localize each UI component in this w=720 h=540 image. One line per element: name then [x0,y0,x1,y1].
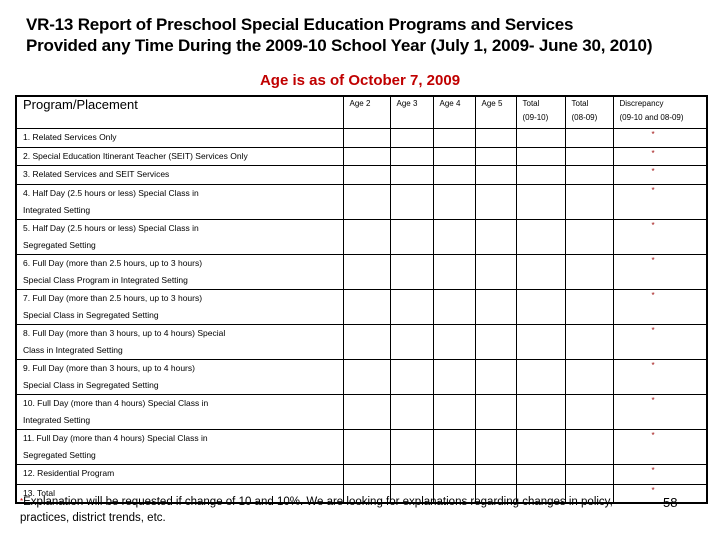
cell-discrepancy[interactable] [613,254,707,289]
row-label-line1: 7. Full Day (more than 2.5 hours, up to 3 hours) [23,292,203,303]
header-total-0809 [565,96,613,128]
cell-age3[interactable] [390,254,433,289]
cell-age5[interactable] [475,254,516,289]
cell-age4[interactable] [433,464,475,484]
discrepancy-marker-icon: * [651,185,655,195]
cell-age4[interactable] [433,128,475,147]
header-total-0910-l2: (09-10) [522,113,549,122]
row-label [16,324,343,359]
cell-age2[interactable] [343,359,390,394]
cell-total-0809[interactable] [565,359,613,394]
cell-age2[interactable] [343,219,390,254]
age-note: Age is as of October 7, 2009 [259,72,461,89]
cell-age4[interactable] [433,359,475,394]
cell-age5[interactable] [475,165,516,184]
discrepancy-marker-icon: * [651,485,655,495]
discrepancy-marker-icon: * [651,290,655,300]
header-program: Program/Placement [16,96,343,128]
discrepancy-marker-icon: * [651,166,655,176]
row-label-line1: 8. Full Day (more than 3 hours, up to 4 hours) Special [23,327,226,338]
cell-total-0910[interactable] [516,219,565,254]
row-label [16,184,343,219]
cell-age3[interactable] [390,324,433,359]
cell-age2[interactable] [343,324,390,359]
header-discrepancy-l2: (09-10 and 08-09) [619,113,684,122]
cell-total-0910[interactable] [516,359,565,394]
cell-age2[interactable] [343,289,390,324]
cell-total-0809[interactable] [565,289,613,324]
row-label-line2: Integrated Setting [23,204,91,215]
cell-age2[interactable] [343,464,390,484]
row-label-line1: 4. Half Day (2.5 hours or less) Special Class in [23,187,199,198]
cell-age5[interactable] [475,429,516,464]
row-label-line1: 2. Special Education Itinerant Teacher (SEIT) Services Only [23,150,248,161]
cell-age4[interactable] [433,429,475,464]
cell-age4[interactable] [433,184,475,219]
cell-age5[interactable] [475,394,516,429]
header-age4: Age 4 [433,96,475,128]
cell-age3[interactable] [390,184,433,219]
cell-age4[interactable] [433,254,475,289]
header-total-0910 [516,96,565,128]
row-label-line1: 1. Related Services Only [23,131,117,142]
cell-total-0809[interactable] [565,128,613,147]
table-row [16,289,707,324]
table-row [16,184,707,219]
cell-total-0809[interactable] [565,147,613,165]
footnote [20,494,650,526]
cell-discrepancy[interactable] [613,324,707,359]
row-label [16,219,343,254]
table-row [16,464,707,484]
cell-discrepancy[interactable] [613,219,707,254]
table-row [16,128,707,147]
discrepancy-marker-icon: * [651,465,655,475]
row-label-line2: Special Class in Segregated Setting [23,309,159,320]
table-row [16,219,707,254]
row-label-line2: Segregated Setting [23,449,96,460]
cell-total-0910[interactable] [516,147,565,165]
cell-total-0910[interactable] [516,289,565,324]
cell-age4[interactable] [433,289,475,324]
cell-total-0910[interactable] [516,165,565,184]
header-discrepancy [613,96,707,128]
row-label [16,254,343,289]
cell-total-0809[interactable] [565,219,613,254]
report-title-line2: Provided any Time During the 2009-10 School Year (July 1, 2009- June 30, 2010) [26,36,653,55]
cell-age2[interactable] [343,128,390,147]
cell-total-0809[interactable] [565,394,613,429]
cell-age2[interactable] [343,147,390,165]
cell-age4[interactable] [433,219,475,254]
discrepancy-marker-icon: * [651,255,655,265]
row-label-line1: 9. Full Day (more than 3 hours, up to 4 hours) [23,362,195,373]
cell-total-0809[interactable] [565,464,613,484]
cell-age5[interactable] [475,184,516,219]
discrepancy-marker-icon: * [651,148,655,158]
table-row [16,429,707,464]
table-row [16,394,707,429]
cell-age5[interactable] [475,219,516,254]
row-label-line2: Special Class in Segregated Setting [23,379,159,390]
cell-total-0809[interactable] [565,254,613,289]
cell-total-0809[interactable] [565,184,613,219]
cell-age5[interactable] [475,147,516,165]
row-label-line1: 13. Total [23,487,55,498]
row-label [16,289,343,324]
row-label [16,394,343,429]
cell-age5[interactable] [475,289,516,324]
cell-age3[interactable] [390,289,433,324]
table-row [16,359,707,394]
cell-total-0809[interactable] [565,429,613,464]
report-title [26,14,652,56]
discrepancy-marker-icon: * [651,325,655,335]
table-row [16,165,707,184]
footnote-star: * [20,497,24,506]
cell-discrepancy[interactable] [613,147,707,165]
cell-age2[interactable] [343,184,390,219]
cell-age3[interactable] [390,464,433,484]
cell-discrepancy[interactable] [613,165,707,184]
discrepancy-marker-icon: * [651,395,655,405]
cell-age5[interactable] [475,359,516,394]
row-label-line2: Segregated Setting [23,239,96,250]
cell-age3[interactable] [390,219,433,254]
cell-age5[interactable] [475,128,516,147]
cell-age2[interactable] [343,429,390,464]
row-label-line1: 10. Full Day (more than 4 hours) Special Class in [23,397,209,408]
row-label-line2: Special Class Program in Integrated Setting [23,274,188,285]
footnote-text: Explanation will be requested if change of 10 and 10%. We are looking for explanations regarding changes in policy, practices, district trends, etc. [20,496,613,524]
table-row [16,254,707,289]
cell-total-0910[interactable] [516,324,565,359]
table-row [16,324,707,359]
cell-age3[interactable] [390,394,433,429]
cell-age2[interactable] [343,165,390,184]
header-discrepancy-l1: Discrepancy [619,99,664,108]
header-age3: Age 3 [390,96,433,128]
cell-total-0809[interactable] [565,324,613,359]
header-total-0809-l2: (08-09) [571,113,598,122]
header-age2: Age 2 [343,96,390,128]
cell-total-0809[interactable] [565,165,613,184]
header-row [16,96,707,128]
header-total-0910-l1: Total [522,99,540,108]
row-label-line2: Class in Integrated Setting [23,344,123,355]
cell-age4[interactable] [433,165,475,184]
cell-total-0910[interactable] [516,254,565,289]
cell-age4[interactable] [433,394,475,429]
row-label [16,429,343,464]
cell-discrepancy[interactable] [613,184,707,219]
cell-age2[interactable] [343,394,390,429]
report-title-line1: VR-13 Report of Preschool Special Education Programs and Services [26,15,574,34]
cell-age5[interactable] [475,464,516,484]
header-total-0809-l1: Total [571,99,589,108]
row-label [16,464,343,484]
cell-age3[interactable] [390,128,433,147]
header-age5: Age 5 [475,96,516,128]
cell-discrepancy[interactable] [613,289,707,324]
row-label-line1: 11. Full Day (more than 4 hours) Special Class in [23,432,208,443]
row-label-line1: 3. Related Services and SEIT Services [23,168,170,179]
discrepancy-marker-icon: * [651,360,655,370]
cell-age4[interactable] [433,147,475,165]
cell-age3[interactable] [390,147,433,165]
row-label [16,147,343,165]
row-label-line1: 5. Half Day (2.5 hours or less) Special Class in [23,222,199,233]
cell-discrepancy[interactable] [613,429,707,464]
cell-age3[interactable] [390,165,433,184]
row-label-line1: 6. Full Day (more than 2.5 hours, up to 3 hours) [23,257,203,268]
row-label-line1: 12. Residential Program [23,467,115,478]
row-label [16,128,343,147]
row-label-line2: Integrated Setting [23,414,91,425]
table-row [16,147,707,165]
cell-age3[interactable] [390,359,433,394]
cell-total-0910[interactable] [516,429,565,464]
discrepancy-marker-icon: * [651,220,655,230]
cell-discrepancy[interactable] [613,394,707,429]
cell-age2[interactable] [343,254,390,289]
cell-age5[interactable] [475,324,516,359]
cell-total-0910[interactable] [516,464,565,484]
cell-discrepancy[interactable] [613,128,707,147]
cell-discrepancy[interactable] [613,464,707,484]
page-number: 58 [663,495,678,510]
cell-total-0910[interactable] [516,184,565,219]
cell-discrepancy[interactable] [613,359,707,394]
discrepancy-marker-icon: * [651,430,655,440]
cell-age3[interactable] [390,429,433,464]
vr13-table [15,95,708,504]
discrepancy-marker-icon: * [651,129,655,139]
row-label [16,165,343,184]
cell-total-0910[interactable] [516,394,565,429]
cell-age4[interactable] [433,324,475,359]
cell-total-0910[interactable] [516,128,565,147]
row-label [16,359,343,394]
